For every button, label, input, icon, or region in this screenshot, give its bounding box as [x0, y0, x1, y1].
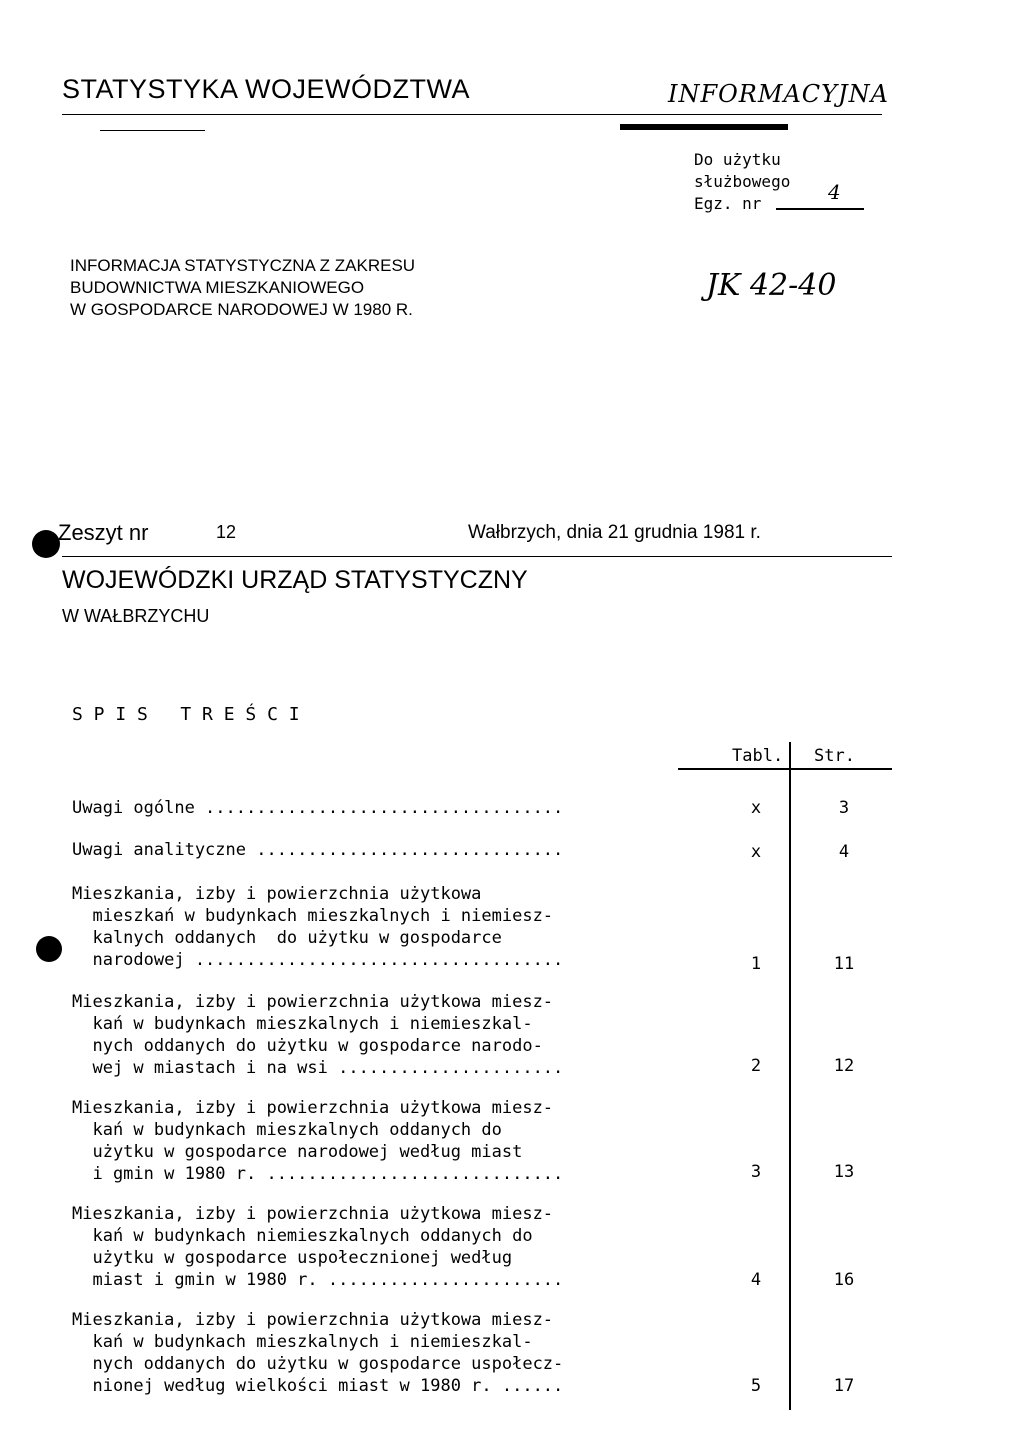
toc-entry-text: kań w budynkach mieszkalnych i niemieszkal- [72, 1332, 533, 1352]
toc-entry-text: użytku w gospodarce uspołecznionej według [72, 1248, 513, 1268]
toc-entry-page: 4 [838, 842, 850, 862]
handwritten-label: INFORMACYJNA [668, 80, 889, 108]
issue-label: Zeszyt nr [58, 520, 149, 545]
place-and-date: Wałbrzych, dnia 21 grudnia 1981 r. [468, 522, 761, 543]
subject-line-2: BUDOWNICTWA MIESZKANIOWEGO [70, 278, 365, 297]
toc-entry-table: 2 [750, 1056, 762, 1076]
toc-entry-text: nych oddanych do użytku w gospodarce narodo- [72, 1036, 543, 1056]
toc-entry-text: Uwagi ogólne ................................... [72, 798, 564, 818]
toc-entry-table: 5 [750, 1376, 762, 1396]
toc-entry-page: 13 [833, 1162, 855, 1182]
toc-entry-text: użytku w gospodarce narodowej według miast [72, 1142, 523, 1162]
toc-entry-page: 11 [833, 954, 855, 974]
toc-entry-table: x [750, 798, 762, 818]
toc-entry-table: x [750, 842, 762, 862]
col-header-rule [678, 768, 892, 770]
toc-entry-page: 16 [833, 1270, 855, 1290]
toc-entry-text: Uwagi analityczne .............................. [72, 840, 564, 860]
toc-entry-text: narodowej .................................... [72, 950, 564, 970]
column-divider [789, 742, 791, 1410]
binding-hole-top [32, 530, 60, 558]
toc-entry-text: kań w budynkach niemieszkalnych oddanych do [72, 1226, 533, 1246]
toc-entry-text: nych oddanych do użytku w gospodarce uspołecz- [72, 1354, 564, 1374]
copy-number: 4 [828, 180, 841, 204]
document-title: STATYSTYKA WOJEWÓDZTWA [62, 74, 470, 104]
toc-entry-text: nionej według wielkości miast w 1980 r. ...... [72, 1376, 564, 1396]
toc-entry-text: Mieszkania, izby i powierzchnia użytkowa [72, 884, 482, 904]
title-underline-short [100, 130, 205, 131]
toc-entry-text: i gmin w 1980 r. ............................. [72, 1164, 564, 1184]
office-city: W WAŁBRZYCHU [62, 606, 210, 626]
col-header-page: Str. [814, 746, 855, 766]
toc-entry-table: 1 [750, 954, 762, 974]
binding-hole-bottom [36, 936, 62, 962]
issue-rule [62, 556, 892, 557]
toc-entry-table: 3 [750, 1162, 762, 1182]
handwritten-reference: JK 42-40 [706, 268, 837, 303]
toc-heading: S P I S T R E Ś C I [72, 704, 300, 725]
toc-entry-page: 3 [838, 798, 850, 818]
black-bar [620, 124, 788, 130]
toc-entry-text: Mieszkania, izby i powierzchnia użytkowa miesz- [72, 1098, 554, 1118]
toc-entry-table: 4 [750, 1270, 762, 1290]
toc-entry-page: 12 [833, 1056, 855, 1076]
issue-number: 12 [216, 522, 237, 542]
toc-entry-text: mieszkań w budynkach mieszkalnych i niemiesz- [72, 906, 554, 926]
restriction-line-1: Do użytku [694, 150, 781, 169]
subject-line-1: INFORMACJA STATYSTYCZNA Z ZAKRESU [70, 256, 416, 275]
office-name: WOJEWÓDZKI URZĄD STATYSTYCZNY [62, 566, 528, 594]
toc-entry-text: Mieszkania, izby i powierzchnia użytkowa miesz- [72, 1204, 554, 1224]
toc-entry-text: kań w budynkach mieszkalnych oddanych do [72, 1120, 502, 1140]
col-header-table: Tabl. [732, 746, 784, 766]
toc-entry-text: wej w miastach i na wsi ...................... [72, 1058, 564, 1078]
toc-entry-text: miast i gmin w 1980 r. ....................... [72, 1270, 564, 1290]
restriction-line-2: służbowego [694, 172, 791, 191]
copy-number-underline [776, 208, 864, 210]
toc-entry-text: Mieszkania, izby i powierzchnia użytkowa miesz- [72, 992, 554, 1012]
toc-entry-text: Mieszkania, izby i powierzchnia użytkowa miesz- [72, 1310, 554, 1330]
subject-line-3: W GOSPODARCE NARODOWEJ W 1980 R. [70, 300, 413, 319]
toc-entry-text: kań w budynkach mieszkalnych i niemieszkal- [72, 1014, 533, 1034]
title-rule [62, 114, 882, 115]
toc-entry-text: kalnych oddanych do użytku w gospodarce [72, 928, 502, 948]
copy-number-label: Egz. nr [694, 194, 762, 213]
toc-entry-page: 17 [833, 1376, 855, 1396]
